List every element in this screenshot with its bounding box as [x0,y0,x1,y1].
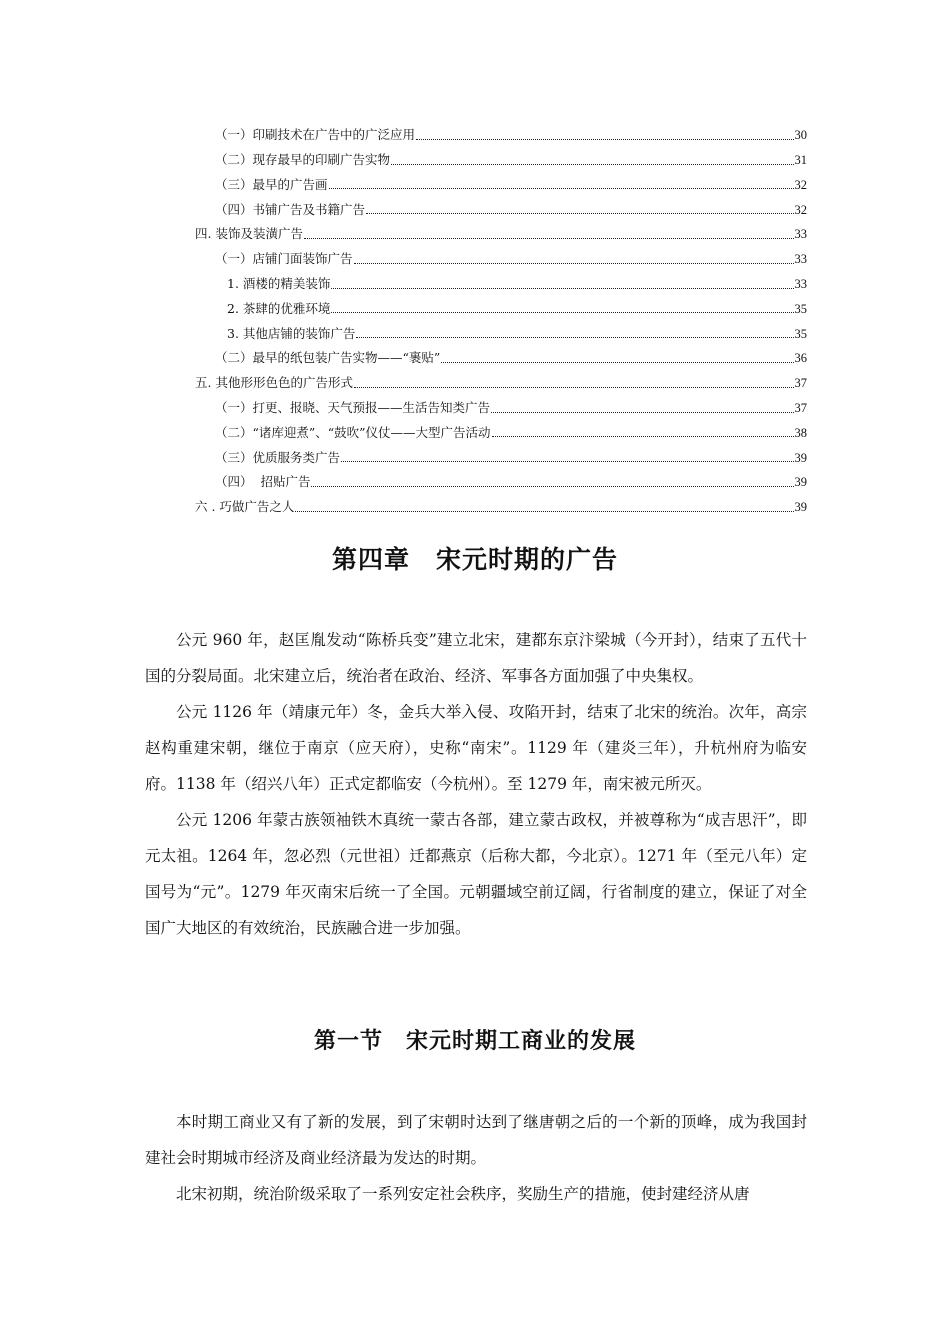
toc-entry-page: 38 [794,425,807,440]
toc-entry-page: 32 [794,177,807,192]
toc-entry[interactable] [195,216,807,241]
toc-entry-title: （二）最早的纸包装广告实物——“裹贴” [215,350,441,366]
toc-entry-page: 35 [794,326,807,341]
toc-leader-dots [356,336,793,338]
toc-entry-title: （四）书铺广告及书籍广告 [215,201,366,217]
toc-entry[interactable] [195,117,807,142]
toc-leader-dots [331,311,793,313]
toc-entry-page: 31 [794,153,807,168]
toc-entry-title: （四） 招贴广告 [215,474,311,490]
toc-entry[interactable] [195,489,807,514]
toc-leader-dots [491,411,793,413]
toc-entry[interactable] [195,464,807,489]
toc-entry-title: （一）打更、报晓、天气预报——生活告知类广告 [215,400,491,416]
toc-entry-page: 33 [794,277,807,292]
toc-leader-dots [391,163,793,165]
chapter-body [145,622,807,946]
toc-entry[interactable] [195,291,807,316]
toc-entry[interactable] [195,365,807,390]
toc-entry-title: 1. 酒楼的精美装饰 [227,276,331,292]
toc-entry[interactable] [195,415,807,440]
body-paragraph: 公元 1126 年（靖康元年）冬，金兵大举入侵、攻陷开封，结束了北宋的统治。次年，高宗赵构重建宋朝，继位于南京（应天府），史称“南宋”。1129 年（建炎三年），升杭州府为临安府。1138 年（绍兴八年）正式定都临安（今杭州）。至 1279 年，南宋被元所灭。 [145,703,807,793]
toc-leader-dots [492,435,794,437]
toc-entry[interactable] [195,191,807,216]
body-paragraph: 本时期工商业又有了新的发展，到了宋朝时达到了继唐朝之后的一个新的顶峰，成为我国封建社会时期城市经济及商业经济最为发达的时期。 [145,1113,807,1167]
toc-leader-dots [366,212,793,214]
chapter-title: 第四章 宋元时期的广告 [331,545,618,574]
toc-entry-page: 30 [794,128,807,143]
toc-entry-title: 五. 其他形形色色的广告形式 [195,375,353,391]
toc-entry[interactable] [195,340,807,365]
toc-entry[interactable] [195,315,807,340]
toc-entry[interactable] [195,241,807,266]
toc-entry-title: （三）最早的广告画 [215,176,328,192]
toc-leader-dots [331,287,793,289]
toc-entry-page: 33 [794,227,807,242]
toc-leader-dots [304,237,794,239]
toc-leader-dots [441,361,793,363]
toc-entry-page: 39 [794,500,807,515]
body-paragraph: 公元 960 年，赵匡胤发动“陈桥兵变”建立北宋，建都东京汴梁城（今开封），结束了五代十国的分裂局面。北宋建立后，统治者在政治、经济、军事各方面加强了中央集权。 [145,631,807,685]
toc-entry-page: 37 [794,376,807,391]
toc-entry[interactable] [195,390,807,415]
toc-leader-dots [354,262,794,264]
toc-entry-page: 39 [794,475,807,490]
toc-leader-dots [341,460,793,462]
toc-leader-dots [295,510,793,512]
section-title: 第一节 宋元时期工商业的发展 [313,1029,636,1054]
toc-entry[interactable] [195,167,807,192]
toc-entry-title: （二）“诸库迎煮”、“鼓吹”仪仗——大型广告活动 [215,424,491,440]
toc-entry-page: 39 [794,450,807,465]
section-body [145,1104,807,1212]
body-paragraph: 北宋初期，统治阶级采取了一系列安定社会秩序，奖励生产的措施，使封建经济从唐 [176,1185,750,1203]
body-paragraph: 公元 1206 年蒙古族领袖铁木真统一蒙古各部，建立蒙古政权，并被尊称为“成吉思汗”，即元太祖。1264 年，忽必烈（元世祖）迁都燕京（后称大都，今北京）。1271 年（至元八年）定国号为“元”。1279 年灭南宋后统一了全国。元朝疆域空前辽阔，行省制度的建立，保证了对全国广大地区的有效统治，民族融合进一步加强。 [145,811,807,937]
toc-entry-title: 3. 其他店铺的装饰广告 [227,325,356,341]
toc-entry[interactable] [195,142,807,167]
toc-entry-title: （二）现存最早的印刷广告实物 [215,152,391,168]
toc-leader-dots [416,138,793,140]
toc-entry-title: （一）印刷技术在广告中的广泛应用 [215,127,416,143]
toc-entry-page: 32 [794,202,807,217]
toc-leader-dots [354,386,794,388]
table-of-contents [195,117,807,514]
toc-entry[interactable] [195,266,807,291]
toc-entry-title: （三）优质服务类广告 [215,449,341,465]
toc-entry-title: 四. 装饰及装潢广告 [195,226,303,242]
toc-entry-title: （一）店铺门面装饰广告 [215,251,353,267]
toc-entry-page: 35 [794,301,807,316]
toc-leader-dots [329,187,794,189]
toc-leader-dots [311,485,793,487]
toc-entry[interactable] [195,439,807,464]
toc-entry-page: 37 [794,401,807,416]
toc-entry-page: 36 [794,351,807,366]
toc-entry-page: 33 [794,252,807,267]
toc-entry-title: 六 . 巧做广告之人 [195,499,295,515]
toc-entry-title: 2. 茶肆的优雅环境 [227,300,331,316]
